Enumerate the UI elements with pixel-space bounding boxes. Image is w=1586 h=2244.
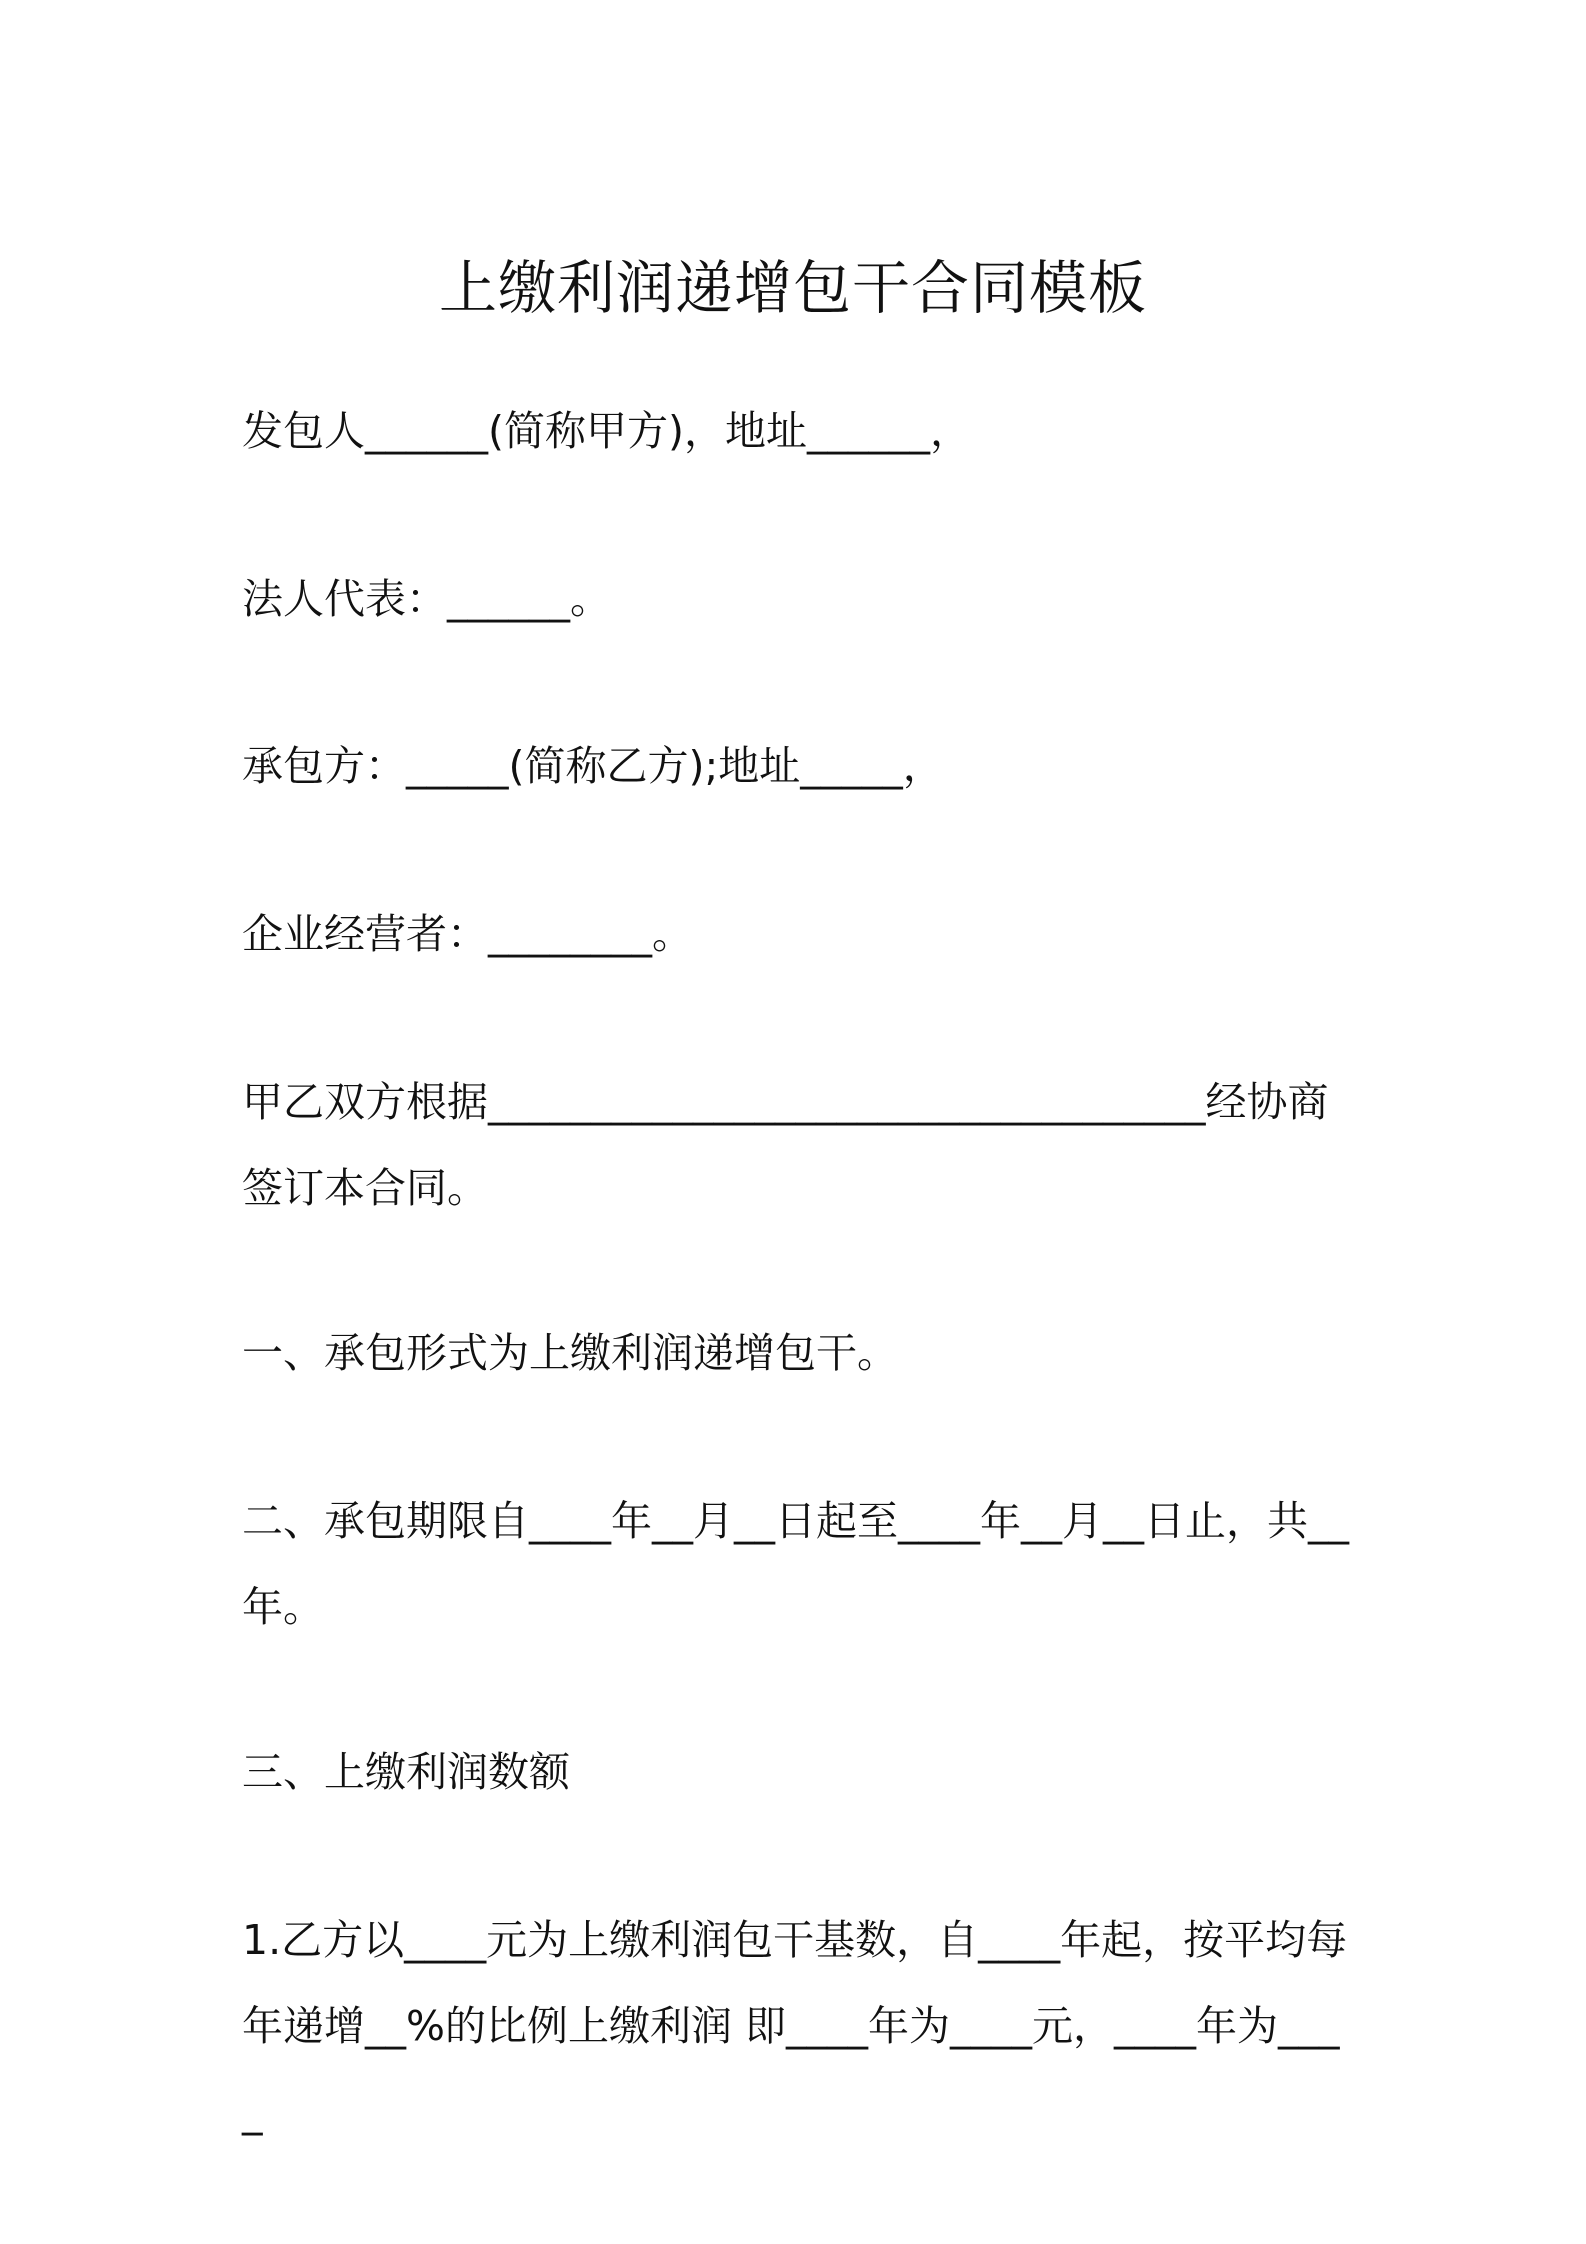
clause-operator: 企业经营者：________。 (242, 910, 693, 958)
clause-3-1-amount: 1.乙方以____元为上缴利润包干基数，自____年起，按平均每年递增__%的比例上缴利润 即____年为____元，____年为____ (242, 1916, 1348, 2136)
clause-basis: 甲乙双方根据___________________________________经协商签订本合同。 (242, 1078, 1329, 1212)
clause-issuer: 发包人______(简称甲方)，地址______， (242, 407, 971, 455)
clause-contractor: 承包方：_____(简称乙方);地址_____， (242, 742, 944, 790)
clause-3-heading: 三、上缴利润数额 (242, 1748, 570, 1796)
document-title: 上缴利润递增包干合同模板 (438, 254, 1147, 322)
clause-2-term: 二、承包期限自____年__月__日起至____年__月__日止，共__年。 (242, 1497, 1349, 1631)
clause-1-form: 一、承包形式为上缴利润递增包干。 (242, 1329, 898, 1377)
clause-legal-rep: 法人代表：______。 (242, 575, 611, 623)
